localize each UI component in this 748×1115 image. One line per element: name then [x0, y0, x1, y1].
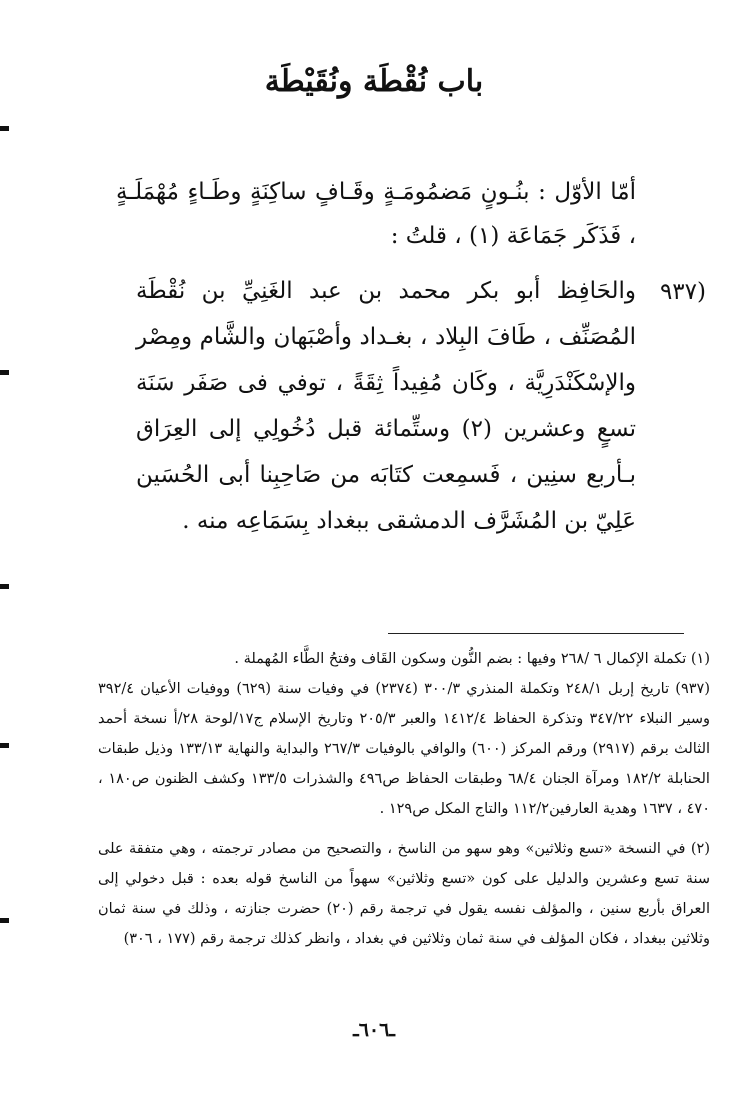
footnote-2: (٢) في النسخة «تسع وثلاثين» وهو سهو من الناسخ ، والتصحيح من مصادر ترجمته ، وهي متفقة على سنة تسع وعشرين والدليل على كون «تسع وثلاثين» سهواً من الناسخ قوله بعده : قبل دخولي إلى العراق بأربع سنين ، والمؤلف نفسه يقول في ترجمة رقم (٢٠) حضرت جنازته ، وذلك في سنة ثمان وثلاثين ببغداد ، فكان المؤلف في سنة ثمان وثلاثين في بغداد ، وانظر كذلك ترجمة رقم (١٧٧ ، ٣٠٦)	[98, 841, 710, 947]
scan-margin-mark	[0, 370, 9, 375]
chapter-title: باب نُقْطَة ونُقَيْطَة	[264, 64, 484, 99]
scan-margin-mark	[0, 584, 9, 589]
entry-text: والحَافِظ أبو بكر محمد بن عبد الغَنِيِّ بن نُقْطَة المُصَنِّف ، طَافَ البِلاد ، بغـداد وأصْبَهان والشَّام ومِصْر والإسْكَنْدَرِيَّة ، وكَان مُفِيداً ثِقَةً ، توفي فى صَفَر سَنَة تسعٍ وعشرين (٢) وستِّمائة قبل دُخُولِي إلى العِرَاق بـأربع سنِين ، فَسمِعت كتَابَه من صَاحِبِنا أبى الحُسَين عَلِيّ بن المُشَرَّف الدمشقى ببغداد بِسَمَاعِه منه .	[136, 278, 636, 534]
intro-paragraph: أمّا الأوّل : بنُـونٍ مَضمُومَـةٍ وقَـافٍ ساكِنَةٍ وطَـاءٍ مُهْمَلَـةٍ ، فَذَكَر جَمَاعَة (١) ، قلتُ :	[116, 179, 636, 249]
footnote-divider	[388, 633, 684, 634]
scan-margin-mark	[0, 743, 9, 748]
page-number: ـ٦٠٦ـ	[353, 1019, 395, 1041]
scan-margin-mark	[0, 918, 9, 923]
entry-number: (٩٣٧	[659, 279, 706, 305]
scan-margin-mark	[0, 126, 9, 131]
footnotes-section	[98, 644, 710, 954]
footnote-1: (١) تكملة الإكمال ٦ /٢٦٨ وفيها : بضم النُّون وسكون القَاف وفتحُ الطَّاء المُهملة .	[234, 651, 710, 667]
footnote-sources: (٩٣٧) تاريخ إربل ٢٤٨/١ وتكملة المنذري ٣٠٠/٣ (٢٣٧٤) في وفيات سنة (٦٢٩) ووفيات الأعيان ٣٩٢/٤ وسير النبلاء ٣٤٧/٢٢ وتذكرة الحفاظ ١٤١٢/٤ والعبر ٢٠٥/٣ وتاريخ الإسلام ج١٧/لوحة ٢٨/أ نسخة أحمد الثالث برقم (٢٩١٧) ورقم المركز (٦٠٠) والوافي بالوفيات ٢٦٧/٣ والبداية والنهاية ١٣٣/١٣ وذيل طبقات الحنابلة ١٨٢/٢ ومرآة الجنان ٦٨/٤ وطبقات الحفاظ ص٤٩٦ والشذرات ١٣٣/٥ وكشف الظنون ص١٨٠ ، ٤٧٠ ، ١٦٣٧ وهدية العارفين١١٢/٢ والتاج المكل ص١٢٩ .	[98, 681, 711, 817]
